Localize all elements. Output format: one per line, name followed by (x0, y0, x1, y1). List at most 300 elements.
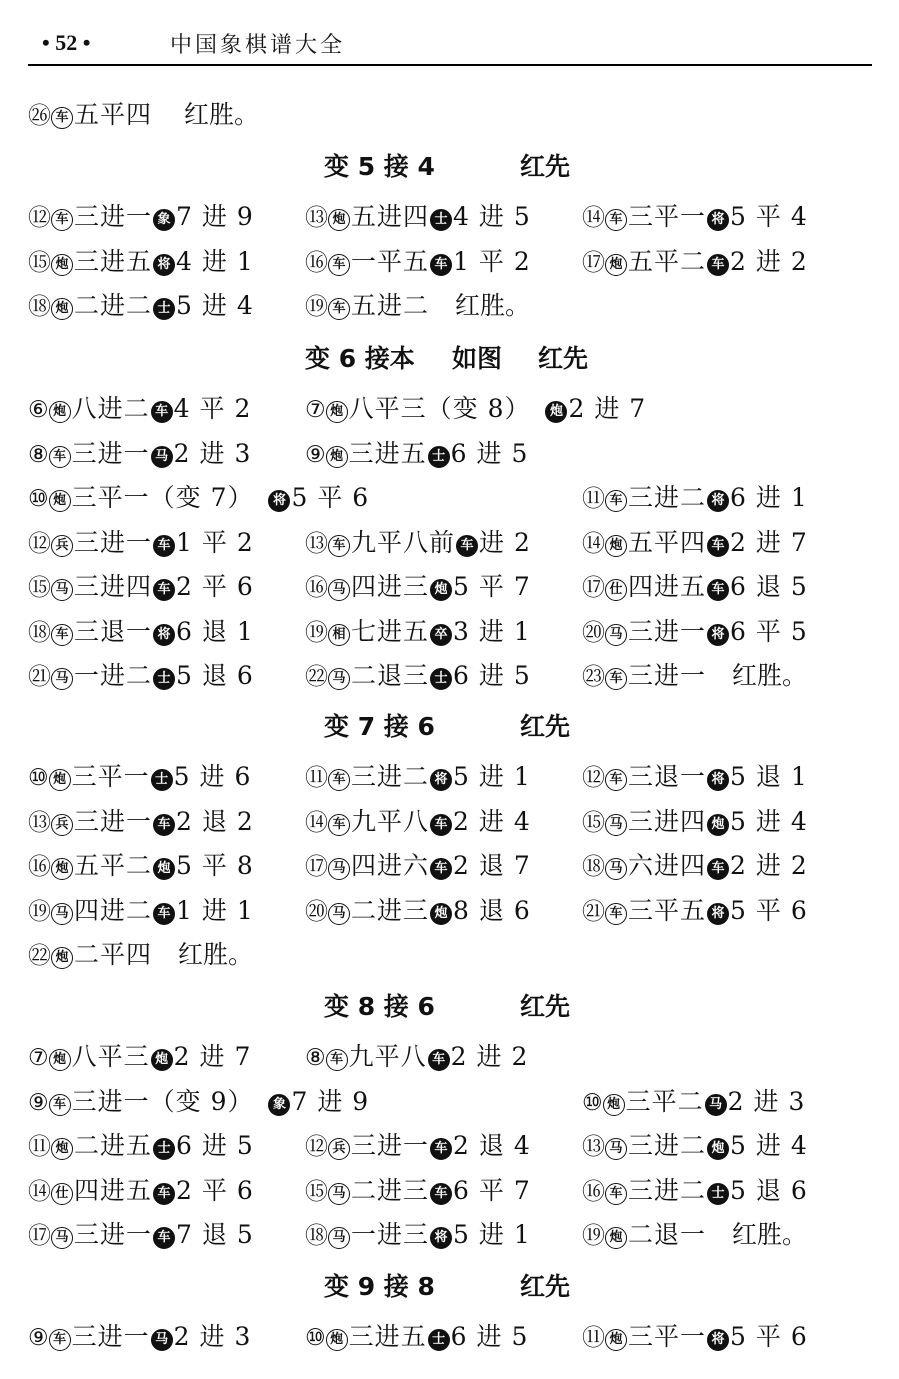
move-row (0, 760, 899, 794)
reply-text: 7 进 9 (291, 1086, 370, 1116)
move-entry (28, 245, 254, 280)
red-piece-icon: 马 (51, 579, 73, 601)
reply-text: 6 进 1 (730, 483, 808, 512)
move-number: ⑩ (582, 1089, 602, 1116)
move-entry (28, 1129, 254, 1164)
red-piece-icon: 车 (326, 1049, 348, 1071)
black-piece-icon: 士 (707, 1183, 729, 1205)
move-text: 二退三 (351, 661, 430, 690)
reply-text: 5 退 6 (730, 1175, 808, 1205)
reply-text: 6 进 5 (450, 1322, 529, 1351)
move-number: ⑲ (305, 294, 327, 320)
move-number: ㉒ (28, 943, 50, 969)
move-text: 三进一（变 9） (71, 1086, 254, 1116)
variation-title (0, 988, 899, 1026)
result-text: 红胜。 (732, 1220, 808, 1249)
move-text: 二进五 (74, 1131, 153, 1160)
black-piece-icon: 炮 (430, 579, 452, 601)
page-header (28, 22, 872, 66)
red-piece-icon: 马 (328, 903, 350, 925)
move-text: 二平四 (74, 940, 153, 969)
black-piece-icon: 士 (153, 1138, 175, 1160)
move-number: ㉓ (582, 664, 604, 690)
move-row (0, 481, 899, 515)
reply-text: 7 退 5 (176, 1220, 254, 1249)
move-row (0, 1085, 899, 1119)
red-piece-icon: 仕 (51, 1183, 73, 1205)
move-entry (305, 437, 528, 472)
move-text: 三进二 (628, 483, 707, 512)
black-piece-icon: 将 (707, 769, 729, 791)
move-entry (305, 1320, 528, 1355)
variation-side: 红先 (520, 712, 571, 741)
move-number: ⑧ (305, 1045, 325, 1071)
red-piece-icon: 车 (328, 814, 350, 836)
move-entry (28, 289, 254, 324)
move-text: 三平一 (628, 202, 707, 231)
move-number: ⑯ (305, 575, 327, 601)
red-piece-icon: 相 (328, 624, 350, 646)
move-entry (28, 659, 254, 694)
move-row (0, 849, 899, 883)
move-entry (582, 849, 808, 884)
result-text: 红胜。 (455, 291, 531, 320)
black-piece-icon: 将 (707, 490, 729, 512)
red-piece-icon: 车 (605, 1183, 627, 1205)
black-piece-icon: 车 (707, 254, 729, 276)
move-number: ⑬ (305, 530, 327, 557)
red-piece-icon: 炮 (605, 535, 627, 557)
red-piece-icon: 车 (51, 107, 73, 129)
reply-text: 4 平 2 (173, 394, 252, 423)
move-number: ⑫ (305, 1134, 327, 1160)
move-entry (28, 760, 251, 795)
reply-text: 2 进 7 (173, 1042, 252, 1071)
reply-text: 5 平 6 (291, 483, 370, 512)
reply-text: 2 进 4 (453, 806, 531, 836)
move-number: ⑳ (582, 619, 604, 646)
black-piece-icon: 象 (268, 1094, 290, 1116)
reply-text: 5 进 1 (453, 1220, 531, 1249)
reply-text: 5 平 6 (730, 895, 808, 925)
reply-text: 2 退 7 (453, 851, 531, 880)
move-row (0, 1218, 899, 1252)
red-piece-icon: 马 (605, 814, 627, 836)
move-text: 三进四 (74, 572, 153, 601)
red-piece-icon: 炮 (49, 401, 71, 423)
move-entry (305, 570, 531, 605)
red-piece-icon: 马 (605, 624, 627, 646)
move-text: 三进二 (628, 1175, 707, 1205)
move-number: ⑰ (28, 1223, 50, 1249)
reply-text: 1 平 2 (453, 246, 531, 276)
move-row (0, 200, 899, 234)
move-row (0, 659, 899, 693)
variation-side: 红先 (520, 1272, 571, 1301)
move-row (0, 98, 899, 132)
black-piece-icon: 将 (430, 1227, 452, 1249)
book-title: 中国象棋谱大全 (170, 33, 346, 58)
move-row (0, 1040, 899, 1074)
move-row (0, 437, 899, 471)
move-number: ⑮ (28, 249, 50, 276)
move-number: ⑪ (28, 1134, 50, 1160)
move-number: ⑰ (305, 854, 327, 880)
move-entry (305, 659, 531, 694)
move-number: ⑭ (305, 809, 327, 836)
move-entry (305, 1129, 531, 1164)
move-entry (28, 437, 251, 472)
move-text: 三退一 (74, 616, 153, 646)
black-piece-icon: 将 (430, 769, 452, 791)
move-entry (582, 805, 808, 840)
move-text: 五平四 (628, 527, 707, 557)
move-entry (305, 1040, 528, 1075)
move-entry (305, 526, 531, 561)
move-entry (28, 1040, 251, 1075)
move-entry (305, 894, 531, 929)
black-piece-icon: 车 (153, 535, 175, 557)
red-piece-icon: 炮 (49, 1049, 71, 1071)
move-text: 四进六 (351, 851, 430, 880)
black-piece-icon: 马 (151, 1329, 173, 1351)
move-number: ⑨ (305, 441, 325, 468)
move-row (0, 289, 899, 323)
reply-text: 5 进 1 (453, 762, 531, 791)
move-text: 三进一 (351, 1131, 430, 1160)
move-entry (28, 805, 254, 840)
move-number: ⑩ (28, 486, 48, 512)
move-entry (28, 98, 259, 133)
black-piece-icon: 将 (707, 903, 729, 925)
reply-text: 2 平 6 (176, 1175, 254, 1205)
move-entry (28, 1218, 254, 1253)
page-number: • 52 • (42, 30, 91, 55)
black-piece-icon: 车 (456, 535, 478, 557)
move-text: 一进二 (74, 661, 153, 690)
black-piece-icon: 炮 (707, 814, 729, 836)
red-piece-icon: 炮 (49, 769, 71, 791)
red-piece-icon: 炮 (326, 1329, 348, 1351)
reply-text: 4 进 5 (453, 202, 531, 231)
black-piece-icon: 车 (153, 814, 175, 836)
move-number: ⑧ (28, 441, 48, 468)
reply-text: 2 进 3 (173, 438, 252, 468)
move-entry (582, 526, 808, 561)
move-number: ⑫ (582, 765, 604, 791)
red-piece-icon: 炮 (605, 254, 627, 276)
move-text: 三平五 (628, 895, 707, 925)
move-text: 六进四 (628, 851, 707, 880)
move-number: ⑯ (28, 854, 50, 880)
move-number: ⑬ (28, 809, 50, 836)
black-piece-icon: 马 (705, 1094, 727, 1116)
move-text: 三进五 (74, 246, 153, 276)
red-piece-icon: 马 (328, 1183, 350, 1205)
move-number: ⑥ (28, 397, 48, 423)
reply-text: 2 进 2 (730, 246, 808, 276)
move-number: ⑮ (582, 809, 604, 836)
move-text: 四进五 (74, 1175, 153, 1205)
red-piece-icon: 炮 (51, 858, 73, 880)
reply-text: 5 进 6 (173, 762, 252, 791)
move-number: ⑯ (305, 249, 327, 276)
result-text: 红胜。 (183, 100, 259, 129)
move-entry (305, 1218, 531, 1253)
reply-text: 6 进 5 (453, 661, 531, 690)
black-piece-icon: 车 (153, 1183, 175, 1205)
reply-text: 6 进 5 (176, 1131, 254, 1160)
move-number: ⑪ (582, 1325, 604, 1351)
move-entry (582, 760, 808, 795)
move-number: ⑬ (582, 1134, 604, 1160)
move-entry (28, 1085, 369, 1120)
reply-text: 2 退 2 (176, 806, 254, 836)
red-piece-icon: 炮 (51, 947, 73, 969)
move-number: ⑪ (582, 486, 604, 512)
move-entry (28, 894, 254, 929)
reply-text: 6 平 5 (730, 616, 808, 646)
move-entry (28, 1320, 251, 1355)
reply-text: 6 进 5 (450, 438, 529, 468)
move-entry (28, 200, 254, 235)
reply-text: 5 进 4 (730, 806, 808, 836)
red-piece-icon: 车 (328, 769, 350, 791)
move-number: ⑩ (28, 765, 48, 791)
move-entry (582, 1129, 808, 1164)
reply-text: 5 进 4 (730, 1131, 808, 1160)
reply-text: 5 进 4 (176, 291, 254, 320)
move-number: ⑮ (28, 575, 50, 601)
move-text: 五平四 (74, 100, 153, 129)
move-number: ㉒ (305, 664, 327, 690)
move-number: ⑩ (305, 1325, 325, 1351)
black-piece-icon: 将 (153, 254, 175, 276)
move-entry (28, 1174, 254, 1209)
red-piece-icon: 马 (51, 1227, 73, 1249)
move-entry (305, 245, 531, 280)
move-number: ⑬ (305, 205, 327, 231)
move-text: 三退一 (628, 762, 707, 791)
move-entry (582, 1218, 807, 1253)
move-text: 四进二 (74, 895, 153, 925)
move-entry (582, 481, 808, 516)
red-piece-icon: 车 (51, 209, 73, 231)
move-entry (28, 849, 254, 884)
reply-text: 5 平 8 (176, 851, 254, 880)
move-number: ⑱ (28, 619, 50, 646)
red-piece-icon: 兵 (51, 814, 73, 836)
variation-title (0, 1268, 899, 1306)
black-piece-icon: 象 (153, 209, 175, 231)
reply-text: 6 退 5 (730, 572, 808, 601)
black-piece-icon: 士 (153, 668, 175, 690)
result-text: 红胜。 (178, 940, 254, 969)
move-entry (582, 245, 808, 280)
reply-text: 2 进 2 (730, 851, 808, 880)
black-piece-icon: 将 (153, 624, 175, 646)
black-piece-icon: 士 (430, 668, 452, 690)
move-entry (305, 615, 531, 650)
black-piece-icon: 车 (151, 401, 173, 423)
reply-text: 6 退 1 (176, 616, 254, 646)
move-text: 三进一 (74, 527, 153, 557)
reply-text: 8 退 6 (453, 895, 531, 925)
move-entry (582, 1085, 805, 1120)
reply-text: 5 平 6 (730, 1322, 808, 1351)
red-piece-icon: 车 (605, 769, 627, 791)
reply-text: 4 进 1 (176, 246, 254, 276)
reply-text: 2 进 3 (173, 1322, 252, 1351)
red-piece-icon: 车 (49, 1094, 71, 1116)
black-piece-icon: 炮 (707, 1138, 729, 1160)
move-text: 九平八前 (351, 527, 456, 557)
black-piece-icon: 将 (707, 209, 729, 231)
move-row (0, 615, 899, 649)
red-piece-icon: 炮 (605, 1329, 627, 1351)
black-piece-icon: 士 (428, 1329, 450, 1351)
move-entry (305, 805, 531, 840)
move-text: 三平一 (628, 1322, 707, 1351)
move-number: ⑫ (28, 530, 50, 557)
black-piece-icon: 车 (430, 254, 452, 276)
move-entry (305, 200, 531, 235)
red-piece-icon: 马 (51, 668, 73, 690)
variation-label: 变 9 接 8 (324, 1272, 435, 1301)
variation-title (0, 708, 899, 746)
reply-text: 1 平 2 (176, 527, 254, 557)
reply-text: 6 平 7 (453, 1175, 531, 1205)
move-text: 三进一 (74, 806, 153, 836)
reply-text: 1 进 1 (176, 895, 254, 925)
move-text: 三进二 (351, 762, 430, 791)
move-row (0, 894, 899, 928)
move-text: 八平三（变 8） (348, 394, 531, 423)
red-piece-icon: 炮 (603, 1094, 625, 1116)
red-piece-icon: 车 (605, 490, 627, 512)
black-piece-icon: 卒 (430, 624, 452, 646)
black-piece-icon: 车 (707, 858, 729, 880)
move-entry (28, 570, 254, 605)
reply-text: 7 进 9 (176, 202, 254, 231)
black-piece-icon: 车 (707, 579, 729, 601)
red-piece-icon: 仕 (605, 579, 627, 601)
move-number: ㉖ (28, 103, 50, 129)
variation-label: 变 5 接 4 (324, 152, 435, 181)
move-entry (305, 849, 531, 884)
move-number: ⑲ (305, 619, 327, 646)
move-text: 八平三 (71, 1042, 150, 1071)
red-piece-icon: 马 (328, 668, 350, 690)
reply-text: 2 平 6 (176, 572, 254, 601)
move-entry (582, 1320, 808, 1355)
move-number: ⑫ (28, 205, 50, 231)
move-number: ⑱ (28, 294, 50, 320)
move-text: 三进一 (628, 616, 707, 646)
black-piece-icon: 士 (430, 209, 452, 231)
black-piece-icon: 车 (153, 579, 175, 601)
black-piece-icon: 车 (430, 1138, 452, 1160)
variation-label: 变 8 接 6 (324, 992, 435, 1021)
move-entry (305, 289, 530, 324)
black-piece-icon: 炮 (430, 903, 452, 925)
move-number: ⑱ (305, 1223, 327, 1249)
move-text: 二退一 (628, 1220, 707, 1249)
move-text: 八进二 (71, 394, 150, 423)
red-piece-icon: 兵 (51, 535, 73, 557)
move-number: ⑨ (28, 1089, 48, 1116)
black-piece-icon: 将 (707, 1329, 729, 1351)
move-text: 一进三 (351, 1220, 430, 1249)
black-piece-icon: 将 (707, 624, 729, 646)
move-row (0, 1174, 899, 1208)
move-number: ⑯ (582, 1178, 604, 1205)
red-piece-icon: 炮 (605, 1227, 627, 1249)
move-number: ㉑ (28, 664, 50, 690)
move-entry (305, 392, 646, 427)
move-text: 九平八 (351, 806, 430, 836)
reply-text: 3 进 1 (453, 616, 531, 646)
black-piece-icon: 将 (268, 490, 290, 512)
variation-title (0, 148, 899, 186)
move-entry (582, 1174, 808, 1209)
move-entry (28, 481, 369, 516)
move-number: ⑭ (28, 1178, 50, 1205)
move-entry (28, 392, 251, 427)
reply-text: 2 进 2 (450, 1042, 529, 1071)
black-piece-icon: 车 (153, 903, 175, 925)
move-number: ⑲ (582, 1223, 604, 1249)
black-piece-icon: 马 (151, 446, 173, 468)
move-text: 四进五 (628, 572, 707, 601)
move-text: 三进二 (628, 1131, 707, 1160)
move-number: ⑰ (582, 249, 604, 276)
move-text: 三平二 (625, 1086, 704, 1116)
move-entry (305, 760, 531, 795)
red-piece-icon: 车 (605, 903, 627, 925)
move-row (0, 392, 899, 426)
black-piece-icon: 车 (153, 1227, 175, 1249)
move-number: ⑭ (582, 530, 604, 557)
move-row (0, 245, 899, 279)
move-text: 三平一（变 7） (71, 483, 254, 512)
red-piece-icon: 车 (605, 668, 627, 690)
move-row (0, 526, 899, 560)
move-row (0, 1320, 899, 1354)
move-number: ⑲ (28, 898, 50, 925)
red-piece-icon: 车 (328, 535, 350, 557)
move-text: 一平五 (351, 246, 430, 276)
red-piece-icon: 马 (605, 1138, 627, 1160)
reply-text: 进 2 (479, 527, 531, 557)
move-entry (582, 200, 808, 235)
red-piece-icon: 炮 (51, 1138, 73, 1160)
move-number: ⑰ (582, 575, 604, 601)
variation-figure-label: 如图 (452, 344, 503, 373)
move-text: 三平一 (71, 762, 150, 791)
red-piece-icon: 马 (328, 579, 350, 601)
move-entry (582, 615, 808, 650)
result-text: 红胜。 (732, 661, 808, 690)
move-text: 五平二 (628, 246, 707, 276)
move-entry (28, 938, 253, 973)
variation-side: 红先 (538, 344, 589, 373)
move-text: 三进四 (628, 806, 707, 836)
move-number: ⑳ (305, 898, 327, 925)
move-entry (582, 570, 808, 605)
move-entry (305, 1174, 531, 1209)
red-piece-icon: 车 (605, 209, 627, 231)
